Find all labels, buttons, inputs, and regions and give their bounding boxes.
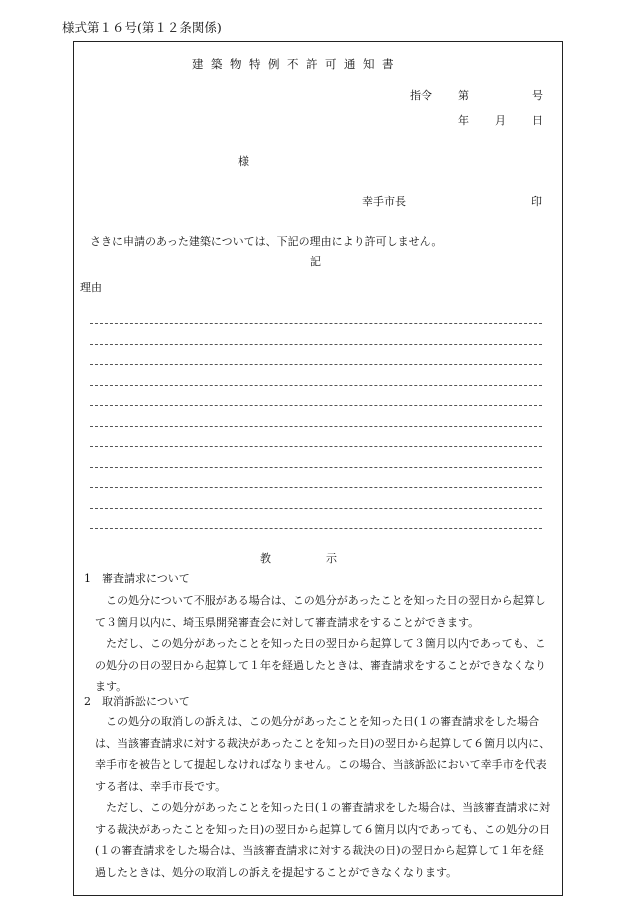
form-label: 様式第１６号(第１２条関係) (62, 20, 222, 35)
issuer: 幸手市長 (362, 195, 406, 208)
date-month: 月 (495, 114, 506, 127)
addressee-sama: 様 (238, 155, 249, 168)
reason-blank-line (90, 528, 542, 529)
reason-blank-line (90, 344, 542, 345)
item-1-paragraph-2: ただし、この処分があったことを知った日の翌日から起算して３箇月以内であっても、この処分の日の翌日から起算して１年を経過したときは、審査請求をすることができなくなります。 (95, 637, 546, 693)
number-prefix: 指令 (410, 89, 432, 102)
date-day: 日 (532, 114, 543, 127)
document-title: 建築物特例不許可通知書 (192, 57, 401, 71)
reason-blank-line (90, 323, 542, 324)
item-1-heading: 1 審査請求について (84, 572, 190, 585)
item-1-body (84, 590, 554, 698)
item-2-paragraph-1: この処分の取消しの訴えは、この処分があったことを知った日(１の審査請求をした場合は、当該審査請求に対する裁決があったことを知った日)の翌日から起算して６箇月以内に、幸手市を被告として提起しなければなりません。この場合、当該訴訟において幸手市を代表する者は、幸手市長です。 (95, 715, 551, 793)
reason-blank-line (90, 364, 542, 365)
seal-mark: 印 (531, 195, 542, 208)
reason-blank-line (90, 426, 542, 427)
reason-blank-line (90, 446, 542, 447)
number-dai: 第 (458, 89, 469, 102)
reason-blank-line (90, 508, 542, 509)
reason-blank-line (90, 467, 542, 468)
kyoji-title: 教 示 (260, 552, 337, 565)
intro-text: さきに申請のあった建築については、下記の理由により許可しません。 (90, 235, 443, 248)
item-2-paragraph-2: ただし、この処分があったことを知った日(１の審査請求をした場合は、当該審査請求に対する裁決があったことを知った日)の翌日から起算して６箇月以内であっても、この処分の日(１の審査請求をした場合は、当該審査請求に対する裁決の日)の翌日から起算して１年を経過したときは、処分の取消しの訴えを提起することができなくなります。 (95, 801, 551, 879)
number-go: 号 (532, 89, 543, 102)
item-2-body (84, 711, 554, 883)
reason-blank-line (90, 405, 542, 406)
reason-blank-line (90, 487, 542, 488)
item-1-paragraph-1: この処分について不服がある場合は、この処分があったことを知った日の翌日から起算して３箇月以内に、埼玉県開発審査会に対して審査請求をすることができます。 (95, 594, 546, 629)
ki-heading: 記 (310, 255, 321, 268)
reason-blank-line (90, 385, 542, 386)
reason-label: 理由 (80, 281, 102, 294)
notice-frame (73, 41, 563, 896)
date-year: 年 (458, 114, 469, 127)
item-2-heading: 2 取消訴訟について (84, 695, 190, 708)
